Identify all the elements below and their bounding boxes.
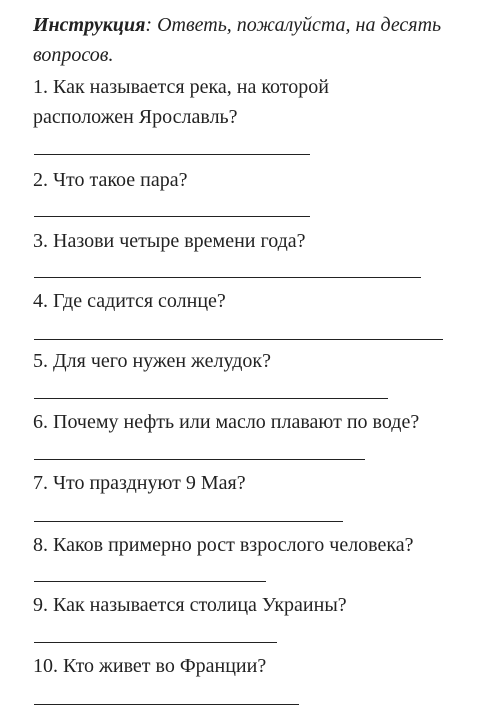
answer-line-2[interactable] bbox=[34, 216, 310, 217]
answer-line-7[interactable] bbox=[34, 521, 343, 522]
question-10: 10. Кто живет во Франции? bbox=[33, 655, 267, 677]
answer-line-3[interactable] bbox=[34, 277, 421, 278]
answer-line-6[interactable] bbox=[34, 459, 365, 460]
answer-line-9[interactable] bbox=[34, 642, 277, 643]
question-1-line-1: 1. Как называется река, на которой bbox=[33, 76, 329, 98]
question-3: 3. Назови четыре времени года? bbox=[33, 230, 306, 252]
answer-line-5[interactable] bbox=[34, 398, 388, 399]
question-2: 2. Что такое пара? bbox=[33, 169, 188, 191]
instruction bbox=[33, 10, 473, 70]
question-1-line-2: расположен Ярославль? bbox=[33, 106, 238, 128]
instruction-label: Инструкция bbox=[33, 14, 146, 36]
answer-line-8[interactable] bbox=[34, 581, 266, 582]
question-8: 8. Каков примерно рост взрослого человека? bbox=[33, 534, 414, 556]
answer-line-10[interactable] bbox=[34, 704, 299, 705]
answer-line-4[interactable] bbox=[34, 339, 443, 340]
answer-line-1[interactable] bbox=[34, 154, 310, 155]
question-5: 5. Для чего нужен желудок? bbox=[33, 350, 271, 372]
question-9: 9. Как называется столица Украины? bbox=[33, 594, 347, 616]
question-7: 7. Что празднуют 9 Мая? bbox=[33, 472, 246, 494]
question-6: 6. Почему нефть или масло плавают по воде? bbox=[33, 411, 420, 433]
question-4: 4. Где садится солнце? bbox=[33, 290, 226, 312]
instruction-text: : Ответь, пожалуйста, на десять вопросов. bbox=[33, 14, 442, 66]
